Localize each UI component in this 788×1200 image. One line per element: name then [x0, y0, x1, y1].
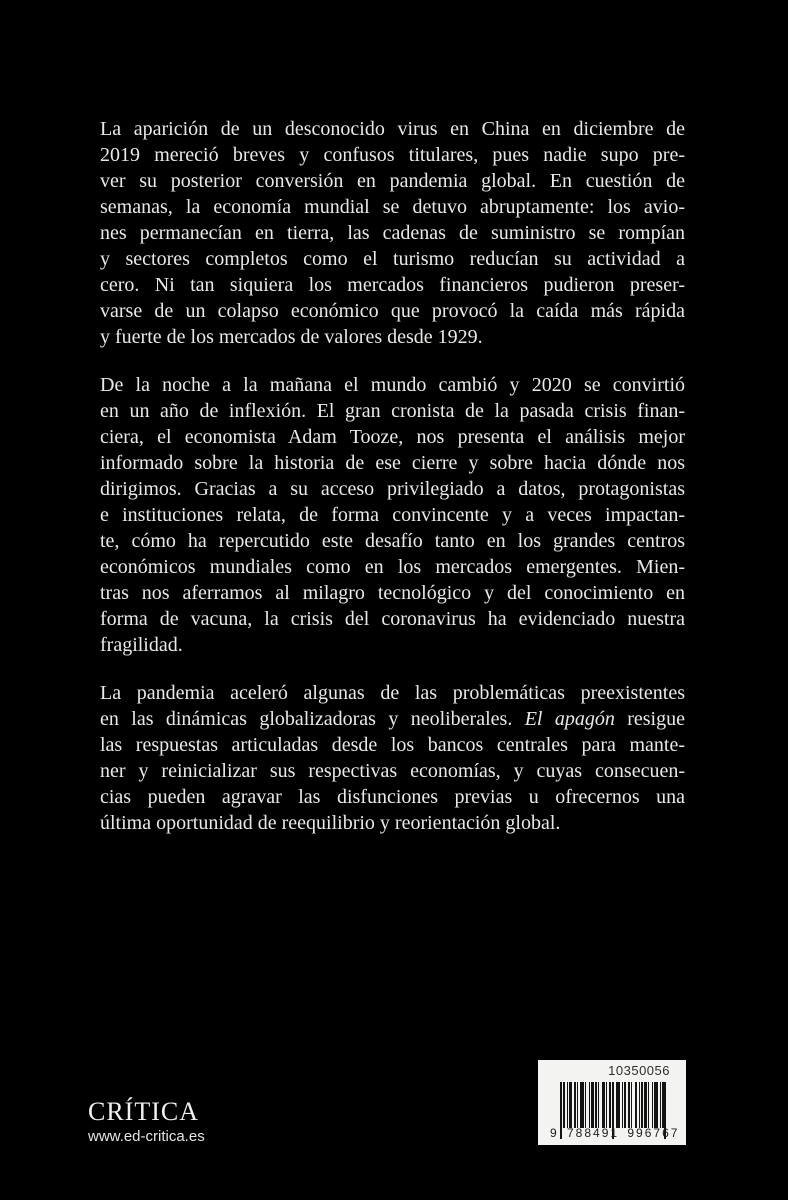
back-cover-text [100, 116, 685, 836]
text-line: ner y reinicializar sus respectivas economías, y cuyas consecuen- [100, 760, 685, 782]
text-line: varse de un colapso económico que provocó la caída más rápida [100, 300, 685, 322]
barcode-label [538, 1060, 686, 1145]
text-line: nes permanecían en tierra, las cadenas de suministro se rompían [100, 222, 685, 244]
text-line: las respuestas articuladas desde los bancos centrales para mante- [100, 734, 685, 756]
text-segment: en las dinámicas globalizadoras y neoliberales. [100, 708, 525, 730]
text-line: De la noche a la mañana el mundo cambió y 2020 se convirtió [100, 374, 685, 396]
text-line: informado sobre la historia de ese cierre y sobre hacia dónde nos [100, 452, 685, 474]
text-line: económicos mundiales como en los mercados emergentes. Mien- [100, 556, 685, 578]
text-line: e instituciones relata, de forma convincente y a veces impactan- [100, 504, 685, 526]
book-title-italic: El apagón [524, 708, 615, 730]
paragraph [100, 372, 685, 658]
text-line: tras nos aferramos al milagro tecnológico y del conocimiento en [100, 582, 685, 604]
publisher-block [88, 1098, 205, 1146]
text-line: ver su posterior conversión en pandemia global. En cuestión de [100, 170, 685, 192]
text-line: y fuerte de los mercados de valores desde 1929. [100, 326, 483, 348]
text-segment: resigue [614, 708, 685, 730]
text-line: en un año de inflexión. El gran cronista de la pasada crisis finan- [100, 400, 685, 422]
text-line: 2019 mereció breves y confusos titulares, pues nadie supo pre- [100, 144, 685, 166]
text-line: ciera, el economista Adam Tooze, nos presenta el análisis mejor [100, 426, 685, 448]
text-line: dirigimos. Gracias a su acceso privilegiado a datos, protagonistas [100, 478, 685, 500]
text-line: La aparición de un desconocido virus en China en diciembre de [100, 118, 685, 140]
text-line: última oportunidad de reequilibrio y reorientación global. [100, 812, 561, 834]
text-line: cero. Ni tan siquiera los mercados financieros pudieron preser- [100, 274, 685, 296]
paragraph [100, 680, 685, 836]
text-line: La pandemia aceleró algunas de las problemáticas preexistentes [100, 682, 685, 704]
barcode-top-number: 10350056 [608, 1063, 670, 1078]
publisher-website: www.ed-critica.es [88, 1128, 205, 1145]
paragraph [100, 116, 685, 350]
text-line: cias pueden agravar las disfunciones previas u ofrecernos una [100, 786, 685, 808]
text-line: y sectores completos como el turismo reducían su actividad a [100, 248, 685, 270]
text-line: te, cómo ha repercutido este desafío tanto en los grandes centros [100, 530, 685, 552]
text-line: semanas, la economía mundial se detuvo abruptamente: los avio- [100, 196, 685, 218]
publisher-logo: CRÍTICA [88, 1097, 199, 1126]
text-line: forma de vacuna, la crisis del coronavirus ha evidenciado nuestra [100, 608, 685, 630]
text-line [100, 706, 685, 732]
text-line: fragilidad. [100, 634, 183, 656]
barcode-isbn-digits: 9 788491 996767 [550, 1126, 680, 1140]
